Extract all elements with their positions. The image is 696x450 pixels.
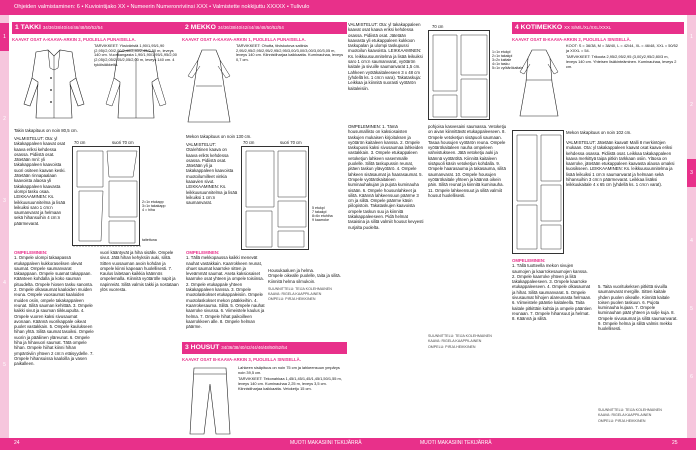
- section-subtitle: KAAVAT OSAT B-KAAVA-ARKIN 3, PUOLELLA SINISELLÄ.: [182, 357, 301, 362]
- coat-illustration: [14, 48, 94, 122]
- size-code: 34/36/38/40/42/44/46/48/50/52/54: [221, 345, 288, 350]
- cutting-layout: [428, 30, 490, 120]
- page-header-text: Ohjeiden valmistaminen: 6 • Kuviointijako XX • Numeerin Numeronriviinsi XXX • Valmistette nokkijuttu XXXXX • Tulivulo: [14, 4, 310, 10]
- section-housut: [182, 342, 347, 364]
- side-tab[interactable]: 6: [690, 374, 693, 380]
- housut-info: [238, 366, 346, 394]
- instructions-text: 1. Tällä tuotteella mekon sivujen saumojen ja kaarrokesaumojen kanssa. 2. Ompele kaarroke yhteen ja liitä takakappaleeseen. 3. Ompele kaarroke etukappaleeseen. 4. Ompele olkasaumat ja hihat. Silitä saumanvarat. 5. Ompele sivusaumat hihojen alareunasta helmaan. 6. Viimeistele pääntie kaitaleella. Taita kaitale pitkittäin kahtia ja ompele pääntien reunaan. 7. Ompele hihansuut ja helmat. 8. Käännä ja silitä.: [512, 263, 592, 322]
- housut-ompeleminen: OMPELEMINEN: 1. Tämä housumallisto on kaksiosaisten taskujen mukaisen kirjoituksen ja vyötärön kaitaleen kanssa. 2. Ompele taskupussi kaksi sivusaumaa lahkeiden vastakkain. 3. Ompele etukappaleen vetoketjun lahkeen vasemmalle puolelle. Silitä taskupussin reunat, pitäen taskun ylävyötärö. 4. Ompele lahkeen sisäsaumat ja haarasaumat. 5. Ompele vyötärökaitaleen kuminauhakujan ja pujota kuminauha sisään. 6. Ompele housunlahkeet ja silitä. Käännä lahkeensuun päärme 3 cm ja silitä. Ompele päärme käsin piilopistoin. Takataskujen kaavoista ompele taskun suu ja kiinnitä takakappaleeseen. Pidä helmat tasaisina ja silitä valmiit housut kevyesti nurjalta puolelta.: [348, 124, 424, 230]
- fabric-width-label: suori 70 cm: [112, 140, 134, 145]
- takki-materials: [94, 44, 180, 68]
- section-header: [12, 22, 184, 34]
- side-tab[interactable]: 4: [690, 238, 693, 244]
- takki-valmistelut: VALMISTELUT: Ota: yl takakappaleen kaavat osat kaava eriksi kehdessa osassa. Pidiistä osat. Jätetään mnl: yli takakappaleen kaavoista suori ositeen kaavan keski. Jätetään rinnapaalaan kaavoista alaosa yli takakappaleen kaavasta ulompi tasku osaa. LEIKKAAMINEN: Ks. leikkuusuunnitelma ja lisää leikuiksi saro 1 cm:n saumanvarat ja helmaan sekä hihansuihin 4 cm:n päärmevarat.: [14, 136, 66, 226]
- home-dress-illustration: [514, 46, 564, 120]
- kotimekko-ompeleminen: [512, 258, 592, 436]
- left-side-index: [0, 15, 9, 438]
- side-tab[interactable]: 2: [3, 116, 6, 122]
- mekko-ompeleminen: [186, 250, 266, 338]
- footer-caption-right: MUOTI MAKASIINI TEKIJÄRRÄ: [420, 440, 492, 446]
- page-header-bar: [0, 0, 696, 15]
- page-number-right: 25: [672, 440, 678, 446]
- mekko-valmistelut: VALMISTELUT: Ota/ehtinen kaava on kaava erikts kehdessa osassa. Pidiistä osat. Jätetään yli ja takakappaleen kaavoista muotoilumilleet vinkia kaaavien sivut. LEIKKAAMINEN: Ks. leikkuusuunnitelma ja lisää leikuiksi 1 cm:n saumanvarat.: [186, 142, 238, 206]
- section-header: [182, 342, 347, 354]
- kotimekko-ompeleminen-cont: 5. Taita vuoritukeksen pitkittä sivuilla saumanvarat mergille. Sitten kaitale yhden puolen oikealle. Kiinnitä kaitale toisen puolen taskuun. 6. Pujota kuminauha kujaan. 7. Ompele kuminauhan päät yhteen ja sulje kuja. 8. Ompele sivusaumat ja silitä saumanvarat. 9. Ompele helma ja silitä valmis mekko huolellisesti.: [598, 284, 678, 332]
- fabric-width-label: 70 cm: [74, 140, 86, 145]
- housut-note: Lahkeen sisäpituus on noin 75 cm ja lahkeensuun ympärys noin 39,5 cm.: [238, 365, 340, 375]
- housut-materials: TARVIKKEET: Tekonahkaa 1,45/1,45/1,45/1,45/1,50/1,55 m, leveys 140 cm. Kuminauhaa 2,25 m, leveys 3,5 cm. Kiinnistiharjaa kaikkaatta. Vetoketju 15 cm.: [238, 376, 342, 391]
- materials-text: TARVIKKEET: Trikoota 2,95/2,95/2,95 (3,00)/2,95/2,80/3 m, leveys 140 cm. Yhteisen lisäkinteäminen. Kuminauhaa, leveys 2 cm.: [566, 54, 677, 69]
- dress-illustration: [184, 46, 234, 126]
- section-title: 1 TAKKI: [15, 24, 41, 31]
- size-code: XX S/M/L/XL/XXL/XXXL: [564, 25, 612, 30]
- section-title: 2 MEKKO: [185, 24, 216, 31]
- cutting-layout: [241, 146, 309, 250]
- housut-ompeleminen-cont: pohjoisa kasvesaini saumassa. Vetoketju on aivan kiinnittävät etukappaleeseen. 8. Ompele vetoketjun sisäpuoli saumaan. Tasaa housujen vyötärön reuna. Ompele vyötärökaitaleen nauha ompeleen vahvistukseen. Jätä vetoketju auki ja käännä vyötäröltä. Kiinnitä kaitaleen sisäpuoli käsin vetoketjun kohdalla. 9. Ompele haarasauma ja takasauma, silitä saumanvarat. 10. Ompele housujen vyötärökaitale yhteen ja käännä oikein päin. Silitä reunat ja kiinnitä kuminauha. 11. Ompele lahkeensuut ja silitä valmiit housut huolellisesti.: [428, 124, 507, 198]
- instructions-title: OMPELEMINEN:: [186, 250, 220, 255]
- section-subtitle: KAAVAT OSAT A-KAAVA-ARKIN 2, PUOLELLA PUNAISELLA.: [12, 37, 136, 42]
- section-subtitle: KAAVAT OSAT B-KAAVA-ARKIN 2, PUOLELLA SINISELLÄ.: [512, 37, 631, 42]
- credits: SUUNNITTELU: TEIJA KOLEHMAINEN KAAVA: RIGELA KAAPPILAINEN OMPELU: PIRJA HEIKKINEN: [598, 408, 662, 423]
- side-tab[interactable]: 5: [690, 306, 693, 312]
- cutting-layout: [512, 130, 564, 254]
- side-tab[interactable]: 4: [3, 280, 6, 286]
- instructions-title: OMPELEMINEN:: [512, 258, 546, 263]
- instructions-text: 1. Tällä mekkopaussa kaikki menevät nauhat vastakkain. Kaarrokkeen reunat, ohuet saumat kaarroke sitten ja leveämmät saumat. Aseta kaksiosaiset kaarroke osat yhteen ja ompele toisiinsa. 2. Ompele etukappale yhteen takakappaleen kanssa. 3. Ompele muotolaskokset etukappaleisiin. Ompele muotolaskokset mekon pääkkeihin. 4. Kaarrokesauma. Silitä. 5. Ompele nauhat kaarroke sivussa. 6. Viimeistele kaulus ja helma. 7. Ompele hihat paikoilleen kaarrokkeen alle. 8. Ompele helman päärme.: [186, 255, 265, 330]
- kotimekko-note: Mekon takapituus on noin 102 cm.: [566, 130, 632, 135]
- section-header: [512, 22, 684, 34]
- side-tab[interactable]: 3: [3, 198, 6, 204]
- credits: SUUNNITTELU: TEIJA KOLEHMAINEN KAAVA: RIGELA KAAPPILAINEN OMPELU: PIRJA HEIKKINEN: [428, 334, 492, 349]
- credits: SUUNNITTELU: TEIJA KOLEHMAINEN KAAVA: RIGELA KAAPPILAINEN OMPELU: PIRJA HEIKKINEN: [268, 286, 332, 302]
- page-footer-bar: [0, 438, 696, 450]
- side-tab[interactable]: 3: [687, 159, 696, 187]
- fabric-width-label: suori 70 cm: [280, 140, 302, 145]
- cutting-legend: 1=1x etukpl 2=1x takakpl 3=2x kaitale 4=1x tasku 5=1x vyötärökaitale: [492, 50, 524, 70]
- mekko-note: Mekon takapituus on noin 130 cm.: [186, 134, 252, 139]
- sizes-text: KOOT: S = 36/38, M = 38/40, L = 42/44, XL = 46/48, XXL = 50/52 ja XXXL = 54.: [566, 43, 678, 53]
- kotimekko-valmistelut: VALMISTELUT: Jätetään kaavat! Malli 8 merkintöjen mukaan. Ota: yl takakappaleen kaavat osat kaava eriksi kehdessa osassa. Pidiistä osat. Leikkaa takakappaleen kaava merkittyä taipa pitkin tarkkaan osiin. Yläosa on kaarroke, jätetään etukappaleen kaavasta alaosa omaksi kuosikseen. LEIKKAAMINEN: Ks. leikkuusuunnitelma ja lisää leikuiksi 1 cm:n saumanvarat ja helmaan sekä hihansuihin 3 cm:n päärmevarat. Leikkaa lisäksi leikkuukaitale 4 x 65 cm (yhdellä ks. 1 cm:n varat).: [566, 140, 675, 188]
- materials-text: TARVIKKEET: Yksiväristä 1,90/1,95/1,90 (2,95)/2,00/2,00/2,40/2,40/2,45/2,50 m, leveys 140 cm. Vuorikangasta 1,90/1,90/1,95/1,95/2,00 (2,05)/2,05/2,05/2,05/2,00 m, leveys 140 cm. 4 tyköisiäkkeitä.: [94, 43, 177, 67]
- takki-ompeleminen: [14, 250, 94, 436]
- side-tab[interactable]: 5: [3, 362, 6, 368]
- takki-ompeleminen-cont: vuori kääntyvät ja hiha sisälle. Ompele sivut. Jätä hihan kehyksiin auki, silitä. Sitten vuosauman avoin kohdan ja ompele kiinni kapeaan huolellisesti. 7. Kaulus laitetaan kaikkia käännös ompelemalla. Kiinnitä vyötärölle napit ja napinreiät. Silitä valmis takki ja nostataan ylös vuoresta.: [100, 250, 179, 293]
- page-number-left: 24: [14, 440, 20, 446]
- fold-label: taitettuna: [142, 238, 157, 242]
- right-side-index: [687, 15, 696, 438]
- cutting-layout: [72, 146, 140, 246]
- section-title: 3 HOUSUT: [185, 344, 220, 351]
- mekko-materials: TARVIKKEET: Ohutta, tiiviskutova satiinia 2,95/2,95/2,95/2,95/2,95/2,95/3,00/3,00/3,00/3,00/3,05 m, leveys 140 cm. Kiinnistiharjaa kaikkaatta. Kuminauhaa, leveys 0,7 cm.: [236, 43, 344, 63]
- finish-text: Housukaaluen ja helma. Ompele oikealle puolelle, taita ja silitä. Kiinnitä helma silmukoin.: [268, 268, 341, 284]
- instructions-text: 1. Ompele ulompi takaapassä etukappaleen kukkoraselisen olevat saumat. Ompele saumanvarat takaappaan. Ompele suamat takappaan. Käänteen kohdalla ja koko sauman pituudelta. Ompele hiosen tasku sanonta. 2. Ompele olkasaumat kaaloiden muiden reuna. Ompele vuosaumat kaaloiden muiden osiin, ompele takakappaleen reunat. Silitä sauman kehittää. 3. Ompele kaikki sivut ja sauman tiikkuupulta. 4. Ompele vuoren kaksi sivusaumat avonaan. Käännä vuorikappale oikeat puolet vastakkain. 5. Ompele kaulukseen hihan yhtä. Silitä saumat tasoiksi. Ompele vuorin ja pääliinen yläreunat. 6. Ompele hiha ja hihavuori saumat. Tätä ompele hihan. Ompele hiihat kiinni hihan ympäröiviin yhteen 2 cm:n etäisyydelle. 7. Ompele hihansuissa kaaloilla ja vasen paikalleen.: [14, 255, 94, 367]
- housut-valmistelut: VALMISTELUT: Ota: yl takakappaleen kaavat osat kaava eriksi kehdessa osassa. Pidiistä osat. Jätetään kaavasta yli etukappaleen kukkoon taskupalan ja ulompi taskupussi muotoilun kaavoista. LEIKKAAMINEN: Ks. leikkuusuunnitelma ja lisää leikuiksi saro 1 cm:n saumanvarat, vyötärön kaitale ja sivuille saumanvarat 1,5 cm. Lahkeen vyötäkaitaleeseen 3 x 48 cm (yhdellä ks. 1 cm:n vara). Takataskuja: Leikkaa ja kiinnitä suorasti vyötärön kaitaleisiin.: [348, 22, 423, 91]
- footer-caption-left: MUOTI MAKASIINI TEKIJÄRRÄ: [290, 440, 362, 446]
- fabric-width-label: 70 cm: [243, 140, 255, 145]
- section-mekko: [182, 22, 347, 44]
- section-title: 4 KOTIMEKKO: [515, 24, 563, 31]
- side-tab[interactable]: 1: [690, 34, 693, 40]
- instructions-title: OMPELEMINEN:: [14, 250, 48, 255]
- size-code: 34/36/38/40/42/44/46/48/50/52/54: [217, 25, 284, 30]
- size-code: 34/36/38/40/44/46/48/50/52/54: [42, 25, 103, 30]
- side-tab[interactable]: 1: [0, 23, 9, 51]
- section-header: [182, 22, 347, 34]
- housut-finish: [268, 268, 344, 338]
- fabric-width-label: 70 cm: [432, 24, 444, 29]
- cutting-legend: 5 etukpl 7 takakpl 8=6x etuhiha 9 kaarroke: [312, 206, 333, 222]
- kotimekko-info: [566, 44, 678, 72]
- trousers-illustration: [186, 366, 234, 436]
- side-tab[interactable]: 2: [690, 102, 693, 108]
- section-kotimekko: [512, 22, 684, 44]
- cutting-legend: 2=1x etukapp 3=1x takakapp 4 = hiha: [142, 200, 166, 212]
- section-subtitle: KAAVAT OSAT A-KAAVA-ARKIN 1, PUOLELLA PUNAISELLA.: [182, 37, 306, 42]
- section-takki: [12, 22, 184, 44]
- takki-note: Takin takapituus on noin 80,5 cm.: [14, 128, 78, 133]
